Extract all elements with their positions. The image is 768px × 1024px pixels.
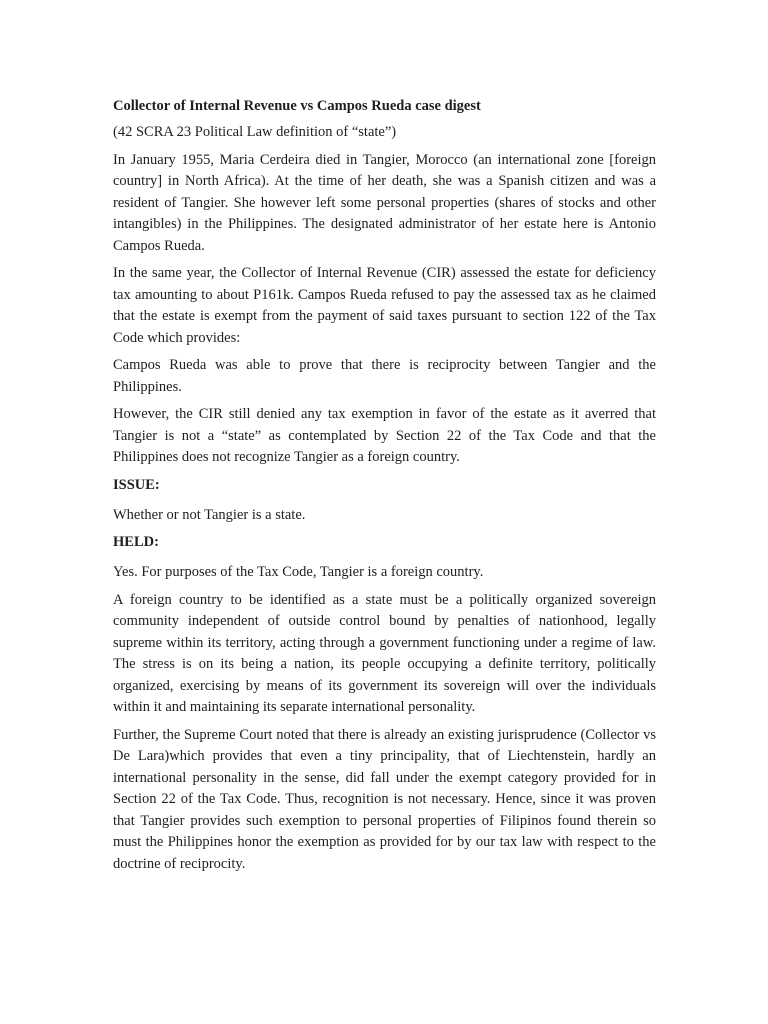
facts-paragraph-4: However, the CIR still denied any tax exemption in favor of the estate as it averred that Tangier is not a “state” as contemplated by Section 22 of the Tax Code and that the Philippines does not recognize Tangier as a foreign country. xyxy=(113,406,656,465)
facts-paragraph-1: In January 1955, Maria Cerdeira died in Tangier, Morocco (an international zone [foreign country] in North Africa). At the time of her death, she was a Spanish citizen and was a resident of Tangier. She however left some personal properties (shares of stocks and other intangibles) in the Philippines. The designated administrator of her estate here is Antonio Campos Rueda. xyxy=(113,151,656,254)
held-paragraph-3: Further, the Supreme Court noted that there is already an existing jurisprudence (Collector vs De Lara)which provides that even a tiny principality, that of Liechtenstein, hardly an international personality in the sense, did fall under the exempt category provided for in Section 22 of the Tax Code. Thus, recognition is not necessary. Hence, since it was proven that Tangier provides such exemption to personal properties of Filipinos found therein so must the Philippines honor the exemption as provided for by our tax law with respect to the doctrine of reciprocity. xyxy=(113,726,656,872)
issue-text: Whether or not Tangier is a state. xyxy=(113,506,306,523)
held-paragraph-1: Yes. For purposes of the Tax Code, Tangier is a foreign country. xyxy=(113,564,484,580)
document-page xyxy=(113,96,656,881)
issue-heading: ISSUE: xyxy=(113,476,160,493)
facts-paragraph-3: Campos Rueda was able to prove that there is reciprocity between Tangier and the Philippines. xyxy=(113,357,656,395)
facts-paragraph-2: In the same year, the Collector of Internal Revenue (CIR) assessed the estate for deficiency tax amounting to about P161k. Campos Rueda refused to pay the assessed tax as he claimed that the estate is exempt from the payment of said taxes pursuant to section 122 of the Tax Code which provides: xyxy=(113,265,656,346)
case-citation: (42 SCRA 23 Political Law definition of “state”) xyxy=(113,124,397,140)
document-title: Collector of Internal Revenue vs Campos Rueda case digest xyxy=(113,98,481,114)
held-paragraph-2: A foreign country to be identified as a state must be a politically organized sovereign community independent of outside control bound by penalties of nationhood, legally supreme within its territory, acting through a government functioning under a regime of law. The stress is on its being a nation, its people occupying a definite territory, politically organized, exercising by means of its government its sovereign will over the individuals within it and maintaining its separate international personality. xyxy=(113,591,656,715)
held-heading: HELD: xyxy=(113,534,159,550)
